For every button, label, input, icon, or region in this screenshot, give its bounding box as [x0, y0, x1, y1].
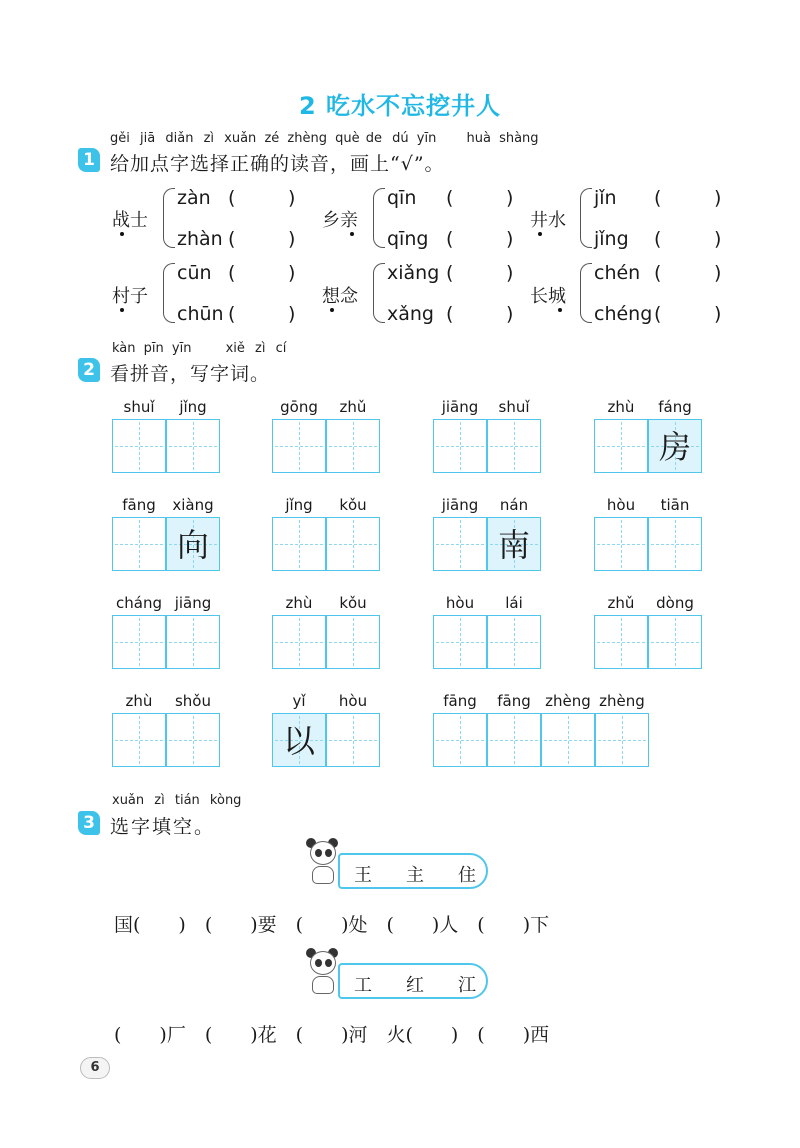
brace [373, 188, 385, 248]
pinyin: de [365, 131, 382, 146]
cell-pinyin: jiāng [174, 594, 212, 612]
section-number-badge: 2 [78, 358, 100, 382]
cell-pinyin: shuǐ [123, 398, 155, 416]
answer-paren-left[interactable]: ( [446, 303, 454, 325]
writing-cell[interactable] [648, 615, 702, 669]
answer-paren-left[interactable]: ( [654, 303, 662, 325]
pinyin: zì [255, 341, 266, 356]
pinyin: huà [466, 131, 491, 146]
item-word: 乡亲 [322, 210, 358, 231]
given-character-cell [166, 517, 220, 571]
pinyin-option: xiǎng [387, 262, 440, 284]
pinyin: dú [392, 131, 409, 146]
section-3-pinyin [112, 793, 241, 808]
answer-paren-left[interactable]: ( [654, 262, 662, 284]
writing-cell[interactable] [166, 419, 220, 473]
pinyin: gěi [110, 131, 130, 146]
cell-pinyin: lái [505, 594, 523, 612]
pinyin-option: jǐn [594, 187, 617, 209]
given-character-cell [272, 713, 326, 767]
given-character-cell [487, 517, 541, 571]
brace [163, 188, 175, 248]
writing-cell[interactable] [433, 713, 487, 767]
panda-body [312, 866, 334, 884]
answer-paren-right[interactable]: ) [506, 228, 514, 250]
answer-paren-left[interactable]: ( [654, 187, 662, 209]
panda-body [312, 976, 334, 994]
cell-pinyin: kǒu [339, 496, 367, 514]
panda-eye [325, 849, 332, 857]
cell-pinyin: fāng [497, 692, 531, 710]
writing-cell[interactable] [487, 713, 541, 767]
pinyin: xuǎn [112, 793, 145, 808]
item-word: 战士 [112, 210, 148, 231]
answer-paren-right[interactable]: ) [288, 303, 296, 325]
pinyin-option: cūn [177, 262, 212, 284]
panda-eye [315, 959, 322, 967]
writing-cell[interactable] [112, 517, 166, 571]
cell-pinyin: dòng [656, 594, 694, 612]
pinyin-option: chén [594, 262, 641, 284]
cell-pinyin: jǐng [285, 496, 313, 514]
item-word: 村子 [112, 286, 148, 307]
answer-paren-left[interactable]: ( [228, 303, 236, 325]
cell-pinyin: zhù [607, 398, 635, 416]
pinyin: zhèng [287, 131, 327, 146]
cell-pinyin: cháng [116, 594, 162, 612]
section-number-badge: 1 [78, 148, 100, 172]
writing-cell[interactable] [112, 713, 166, 767]
pinyin-option: qīn [387, 187, 417, 209]
pinyin-option: jǐng [594, 228, 629, 250]
fill-in-line[interactable]: 国( ) ( )要 ( )处 ( )人 ( )下 [114, 914, 550, 936]
writing-cell[interactable] [326, 419, 380, 473]
writing-cell[interactable] [648, 517, 702, 571]
cell-pinyin: shǒu [174, 692, 211, 710]
section-3-instruction: 选字填空。 [110, 816, 216, 838]
brace [373, 263, 385, 323]
section-1-instruction: 给加点字选择正确的读音，画上“√”。 [110, 153, 445, 175]
writing-cell[interactable] [326, 615, 380, 669]
cell-pinyin: zhèng [545, 692, 591, 710]
section-1-pinyin [110, 131, 539, 146]
cell-pinyin: zhǔ [607, 594, 635, 612]
fill-in-line[interactable]: ( )厂 ( )花 ( )河 火( ) ( )西 [114, 1024, 550, 1046]
cell-pinyin: hòu [606, 496, 636, 514]
choice-char: 工 [354, 975, 372, 996]
brace [580, 263, 592, 323]
panda-head [310, 951, 336, 975]
pinyin: shàng [499, 131, 539, 146]
panda-eye [315, 849, 322, 857]
pinyin: yīn [171, 341, 192, 356]
pinyin: zì [154, 793, 165, 808]
cell-pinyin: fáng [658, 398, 692, 416]
cell-pinyin: hòu [338, 692, 368, 710]
writing-cell[interactable] [487, 615, 541, 669]
writing-cell[interactable] [272, 615, 326, 669]
writing-cell[interactable] [541, 713, 595, 767]
choice-char: 主 [406, 865, 424, 886]
given-character: 向 [176, 526, 209, 564]
panda-eye [325, 959, 332, 967]
cell-pinyin: zhèng [599, 692, 645, 710]
pinyin-option: zàn [177, 187, 211, 209]
cell-pinyin: nán [499, 496, 529, 514]
cell-pinyin: zhù [125, 692, 153, 710]
answer-paren-left[interactable]: ( [228, 228, 236, 250]
pinyin: jiā [140, 131, 156, 146]
writing-cell[interactable] [112, 419, 166, 473]
cell-pinyin: hòu [445, 594, 475, 612]
answer-paren-right[interactable]: ) [288, 187, 296, 209]
writing-cell[interactable] [487, 419, 541, 473]
pinyin: pīn [143, 341, 164, 356]
pinyin-option: chūn [177, 303, 224, 325]
item-word: 长城 [530, 286, 566, 307]
emphasis-dot [350, 232, 354, 236]
cell-pinyin: zhù [285, 594, 313, 612]
pinyin: xiě [225, 341, 245, 356]
character-choices-box [338, 963, 488, 999]
writing-cell[interactable] [166, 713, 220, 767]
writing-cell[interactable] [594, 615, 648, 669]
writing-cell[interactable] [272, 419, 326, 473]
page-title: 2 吃水不忘挖井人 [298, 92, 502, 120]
answer-paren-right[interactable]: ) [714, 303, 722, 325]
answer-paren-right[interactable]: ) [288, 262, 296, 284]
writing-cell[interactable] [326, 517, 380, 571]
answer-paren-right[interactable]: ) [714, 187, 722, 209]
given-character: 以 [282, 722, 315, 760]
pinyin: zé [264, 131, 280, 146]
item-word: 想念 [322, 286, 358, 307]
answer-paren-left[interactable]: ( [446, 262, 454, 284]
pinyin: kàn [112, 341, 136, 356]
item-word: 井水 [530, 210, 566, 231]
answer-paren-right[interactable]: ) [506, 303, 514, 325]
choice-char: 红 [406, 975, 424, 996]
pinyin: yīn [416, 131, 437, 146]
pinyin: kòng [209, 793, 242, 808]
choice-char: 江 [458, 975, 476, 996]
writing-cell[interactable] [594, 419, 648, 473]
emphasis-dot [120, 232, 124, 236]
emphasis-dot [558, 308, 562, 312]
writing-cell[interactable] [594, 517, 648, 571]
brace [163, 263, 175, 323]
page-number: 6 [80, 1057, 110, 1079]
writing-cell[interactable] [326, 713, 380, 767]
character-choices-box [338, 853, 488, 889]
answer-paren-right[interactable]: ) [714, 262, 722, 284]
choice-char: 住 [458, 865, 476, 886]
panda-head [310, 841, 336, 865]
answer-paren-left[interactable]: ( [228, 262, 236, 284]
writing-cell[interactable] [433, 615, 487, 669]
choice-char: 王 [354, 865, 372, 886]
pinyin-option: xǎng [387, 303, 434, 325]
cell-pinyin: zhǔ [339, 398, 367, 416]
answer-paren-right[interactable]: ) [714, 228, 722, 250]
cell-pinyin: tiān [660, 496, 690, 514]
cell-pinyin: jǐng [179, 398, 207, 416]
pinyin: diǎn [165, 131, 194, 146]
section-2-pinyin [112, 341, 286, 356]
pinyin: xuǎn [224, 131, 257, 146]
answer-paren-right[interactable]: ) [506, 187, 514, 209]
pinyin-option: zhàn [177, 228, 223, 250]
writing-cell[interactable] [433, 419, 487, 473]
answer-paren-left[interactable]: ( [446, 228, 454, 250]
given-character-cell [648, 419, 702, 473]
given-character: 房 [658, 428, 691, 466]
given-character: 南 [497, 526, 530, 564]
cell-pinyin: fāng [122, 496, 156, 514]
cell-pinyin: kǒu [339, 594, 367, 612]
cell-pinyin: jiāng [441, 496, 479, 514]
section-2-instruction: 看拼音，写字词。 [110, 363, 271, 385]
pinyin: cí [275, 341, 287, 356]
pinyin: què [335, 131, 360, 146]
writing-cell[interactable] [595, 713, 649, 767]
emphasis-dot [120, 308, 124, 312]
pinyin: tián [174, 793, 200, 808]
pinyin-option: chéng [594, 303, 653, 325]
answer-paren-left[interactable]: ( [228, 187, 236, 209]
answer-paren-left[interactable]: ( [654, 228, 662, 250]
writing-cell[interactable] [272, 517, 326, 571]
brace [580, 188, 592, 248]
pinyin-option: qīng [387, 228, 429, 250]
pinyin: zì [203, 131, 215, 146]
writing-cell[interactable] [112, 615, 166, 669]
emphasis-dot [330, 308, 334, 312]
cell-pinyin: gōng [280, 398, 318, 416]
answer-paren-right[interactable]: ) [288, 228, 296, 250]
cell-pinyin: jiāng [441, 398, 479, 416]
cell-pinyin: yǐ [292, 692, 306, 710]
cell-pinyin: fāng [443, 692, 477, 710]
writing-cell[interactable] [433, 517, 487, 571]
answer-paren-left[interactable]: ( [446, 187, 454, 209]
writing-cell[interactable] [166, 615, 220, 669]
cell-pinyin: shuǐ [498, 398, 530, 416]
emphasis-dot [538, 232, 542, 236]
section-number-badge: 3 [78, 811, 100, 835]
answer-paren-right[interactable]: ) [506, 262, 514, 284]
cell-pinyin: xiàng [172, 496, 214, 514]
